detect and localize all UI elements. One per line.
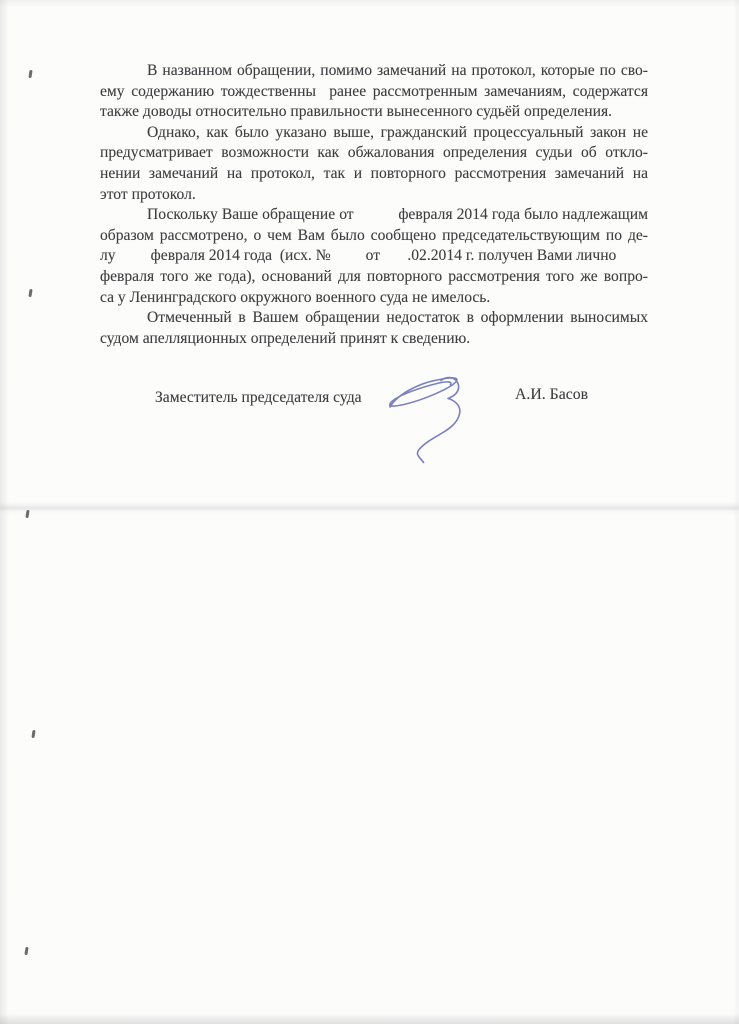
text-line: Отмеченный в Вашем обращении недостаток в оформлении выносимых [147,309,648,327]
text-line: также доводы относительно правильности вынесенного судьёй определения. [100,103,613,121]
binding-hole-mark [24,947,28,955]
handwritten-signature-icon [381,362,481,468]
text-line: этот протокол. [100,185,196,203]
text-line: ему содержанию тождественны ранее рассмотренным замечаниям, содержатся [100,82,648,100]
signatory-name: А.И. Басов [515,386,589,403]
paper-fold-line [0,502,739,516]
scan-edge-shading-right [733,0,739,1024]
text-line: лу февраля 2014 года (исх. № от .02.2014 г. получен Вами лично [100,247,617,265]
text-line: образом рассмотрено, о чем Вам было сообщено председательствующим по де- [100,226,648,244]
binding-hole-mark [28,289,32,297]
text-line: В названном обращении, помимо замечаний на протокол, которые по сво- [147,62,648,79]
text-line: февраля того же года), оснований для повторного рассмотрения того же вопро- [100,267,648,285]
text-line: Поскольку Ваше обращение от февраля 2014 года было надлежащим [147,206,648,224]
text-line: нении замечаний на протокол, так и повторного рассмотрения замечаний на [100,164,648,182]
binding-hole-mark [28,70,32,78]
scan-edge-shading-bottom [0,1013,739,1024]
text-line: са у Ленинградского окружного военного суда не имелось. [100,288,491,306]
signatory-title: Заместитель председателя суда [155,389,362,406]
binding-hole-mark [25,510,29,518]
text-line: судом апелляционных определений принят к сведению. [100,329,471,347]
letter-body [100,61,648,349]
text-line: предусматривает возможности как обжалования определения судьи об откло- [100,144,648,162]
text-line: Однако, как было указано выше, гражданский процессуальный закон не [147,123,648,141]
scan-edge-shading-left [0,0,9,1024]
binding-hole-mark [31,730,35,738]
scan-edge-shading-top [0,0,739,7]
